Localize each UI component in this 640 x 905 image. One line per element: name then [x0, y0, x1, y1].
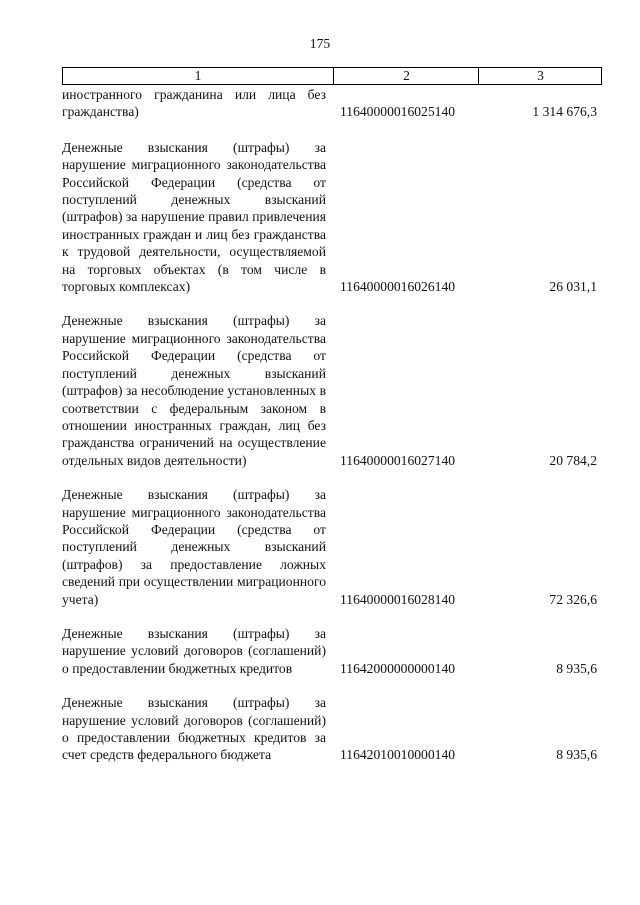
table-row — [62, 139, 602, 296]
table-column-header — [62, 67, 602, 85]
table-row — [62, 312, 602, 469]
row-code: 11640000016025140 — [340, 104, 456, 120]
row-amount: 26 031,1 — [549, 279, 597, 295]
row-description: Денежные взыскания (штрафы) за нарушение миграционного законодательства Российской Федерации (средства от поступлений денежных взысканий (штрафов) за нарушение правил привлечения иностранных граждан и лиц без гражданства к трудовой деятельности, осуществляемой на торговых объектах (в том числе в торговых комплексах) — [62, 139, 326, 295]
table-row — [62, 625, 602, 677]
column-header-3: 3 — [478, 68, 602, 84]
row-code: 11640000016028140 — [340, 591, 456, 607]
row-description: Денежные взыскания (штрафы) за нарушение условий договоров (соглашений) о предоставлении бюджетных кредитов — [62, 625, 326, 676]
table-row — [62, 86, 602, 121]
row-description: иностранного гражданина или лица без гражданства) — [62, 87, 326, 120]
row-description: Денежные взыскания (штрафы) за нарушение миграционного законодательства Российской Федерации (средства от поступлений денежных взысканий (штрафов) за предоставление ложных сведений при осуществлении миграционного учета) — [62, 487, 326, 607]
row-amount: 1 314 676,3 — [532, 104, 597, 120]
row-description: Денежные взыскания (штрафы) за нарушение условий договоров (соглашений) о предоставлении бюджетных кредитов за счет средств федерального бюджета — [62, 695, 326, 763]
column-header-2: 2 — [333, 68, 479, 84]
table-body — [62, 86, 602, 781]
table-row — [62, 694, 602, 764]
row-amount: 8 935,6 — [556, 747, 597, 763]
row-code: 11640000016027140 — [340, 452, 456, 468]
row-code: 11642010010000140 — [340, 747, 456, 763]
table-row — [62, 486, 602, 608]
row-amount: 8 935,6 — [556, 660, 597, 676]
row-amount: 72 326,6 — [549, 591, 597, 607]
column-header-1: 1 — [194, 68, 202, 83]
row-code: 11640000016026140 — [340, 279, 456, 295]
row-amount: 20 784,2 — [549, 452, 597, 468]
row-description: Денежные взыскания (штрафы) за нарушение миграционного законодательства Российской Федерации (средства от поступлений денежных взысканий (штрафов) за несоблюдение установленных в соответствии с федеральным законом в отношении иностранных граждан, лиц без гражданства ограничений на осуществление отдельных видов деятельности) — [62, 313, 326, 468]
row-code: 11642000000000140 — [340, 660, 456, 676]
page-number: 175 — [309, 36, 331, 51]
